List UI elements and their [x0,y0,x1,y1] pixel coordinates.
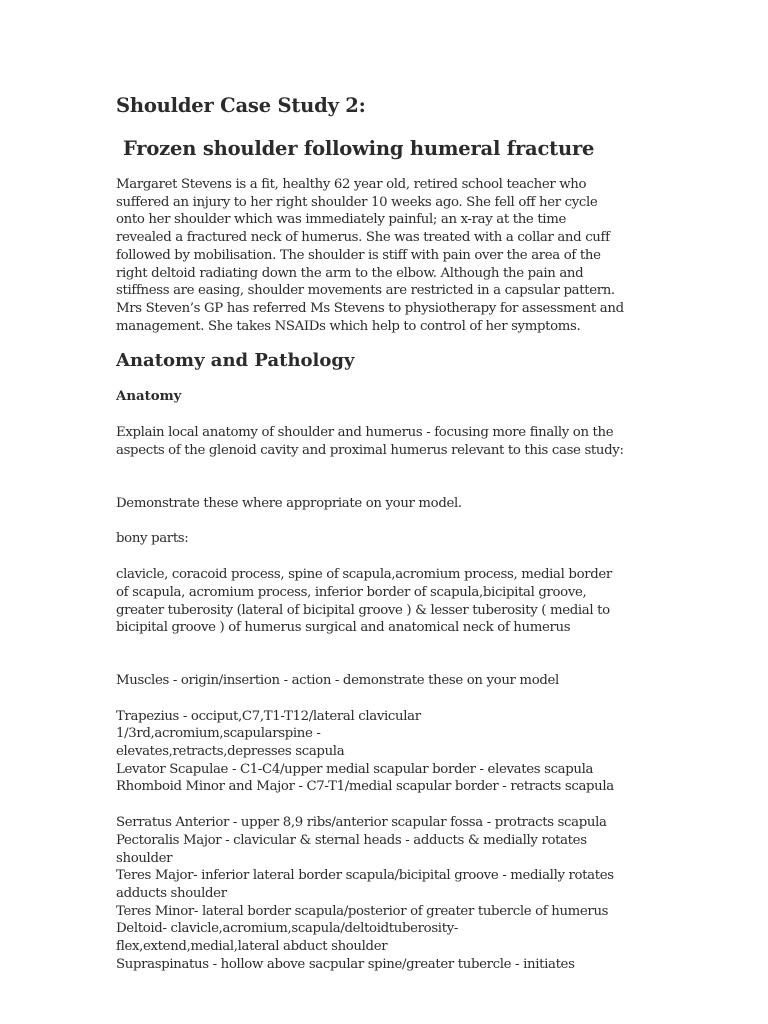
bony-parts-label: bony parts: [116,531,189,547]
text-line: right deltoid radiating down the arm to the elbow. Although the pain and [116,265,584,281]
text-line: Deltoid- clavicle,acromium,scapula/deltoidtuberosity- [116,921,459,937]
text-line: Rhomboid Minor and Major - C7-T1/medial scapular border - retracts scapula [116,779,614,795]
text-line: Margaret Stevens is a fit, healthy 62 year old, retired school teacher who [116,177,587,192]
text-line: of scapula, acromium process, inferior border of scapula,bicipital groove, [116,584,587,600]
text-line: Pectoralis Major - clavicular & sternal heads - adducts & medially rotates [116,832,587,848]
text-line: Explain local anatomy of shoulder and humerus - focusing more finally on the [116,425,614,441]
text-line: followed by mobilisation. The shoulder is stiff with pain over the area of the [116,247,601,263]
text-line: management. She takes NSAIDs which help to control of her symptoms. [116,318,581,334]
text-line: stiffness are easing, shoulder movements are restricted in a capsular pattern. [116,283,615,299]
text-line: onto her shoulder which was immediately painful; an x-ray at the time [116,212,566,228]
text-line: bicipital groove ) of humerus surgical and anatomical neck of humerus [116,620,571,636]
intro-paragraph [116,176,661,335]
muscles-label: Muscles - origin/insertion - action - demonstrate these on your model [116,672,559,688]
text-line: adducts shoulder [116,885,227,901]
text-line: flex,extend,medial,lateral abduct shoulder [116,939,388,955]
text-line: 1/3rd,acromium,scapularspine - [116,726,321,742]
section-heading: Anatomy and Pathology [116,350,355,372]
text-line: clavicle, coracoid process, spine of scapula,acromium process, medial border [116,567,612,583]
text-line: revealed a fractured neck of humerus. She was treated with a collar and cuff [116,230,610,246]
explain-paragraph [116,424,661,459]
demonstrate-paragraph: Demonstrate these where appropriate on your model. [116,495,462,511]
text-line: suffered an injury to her right shoulder 10 weeks ago. She fell off her cycle [116,194,598,210]
text-line: shoulder [116,850,173,866]
text-line: elevates,retracts,depresses scapula [116,744,345,760]
text-line: Supraspinatus - hollow above sacpular spine/greater tubercle - initiates [116,956,575,972]
text-line: Teres Minor- lateral border scapula/posterior of greater tubercle of humerus [116,903,609,919]
text-line: Mrs Steven’s GP has referred Ms Stevens to physiotherapy for assessment and [116,300,624,316]
text-line: Teres Major- inferior lateral border scapula/bicipital groove - medially rotates [116,868,614,884]
muscles-list-1 [116,708,661,797]
page-subtitle: Frozen shoulder following humeral fracture [123,137,595,160]
text-line: aspects of the glenoid cavity and proximal humerus relevant to this case study: [116,443,624,459]
muscles-list-2 [116,814,661,973]
text-line: Trapezius - occiput,C7,T1-T12/lateral clavicular [116,708,421,724]
text-line: greater tuberosity (lateral of bicipital groove ) & lesser tuberosity ( medial to [116,602,610,618]
text-line: Serratus Anterior - upper 8,9 ribs/anterior scapular fossa - protracts scapula [116,815,607,831]
text-line: Levator Scapulae - C1-C4/upper medial scapular border - elevates scapula [116,761,594,777]
subsection-heading: Anatomy [116,389,182,405]
bony-parts-paragraph [116,566,661,637]
document-body [116,92,661,974]
page-title: Shoulder Case Study 2: [116,94,366,117]
